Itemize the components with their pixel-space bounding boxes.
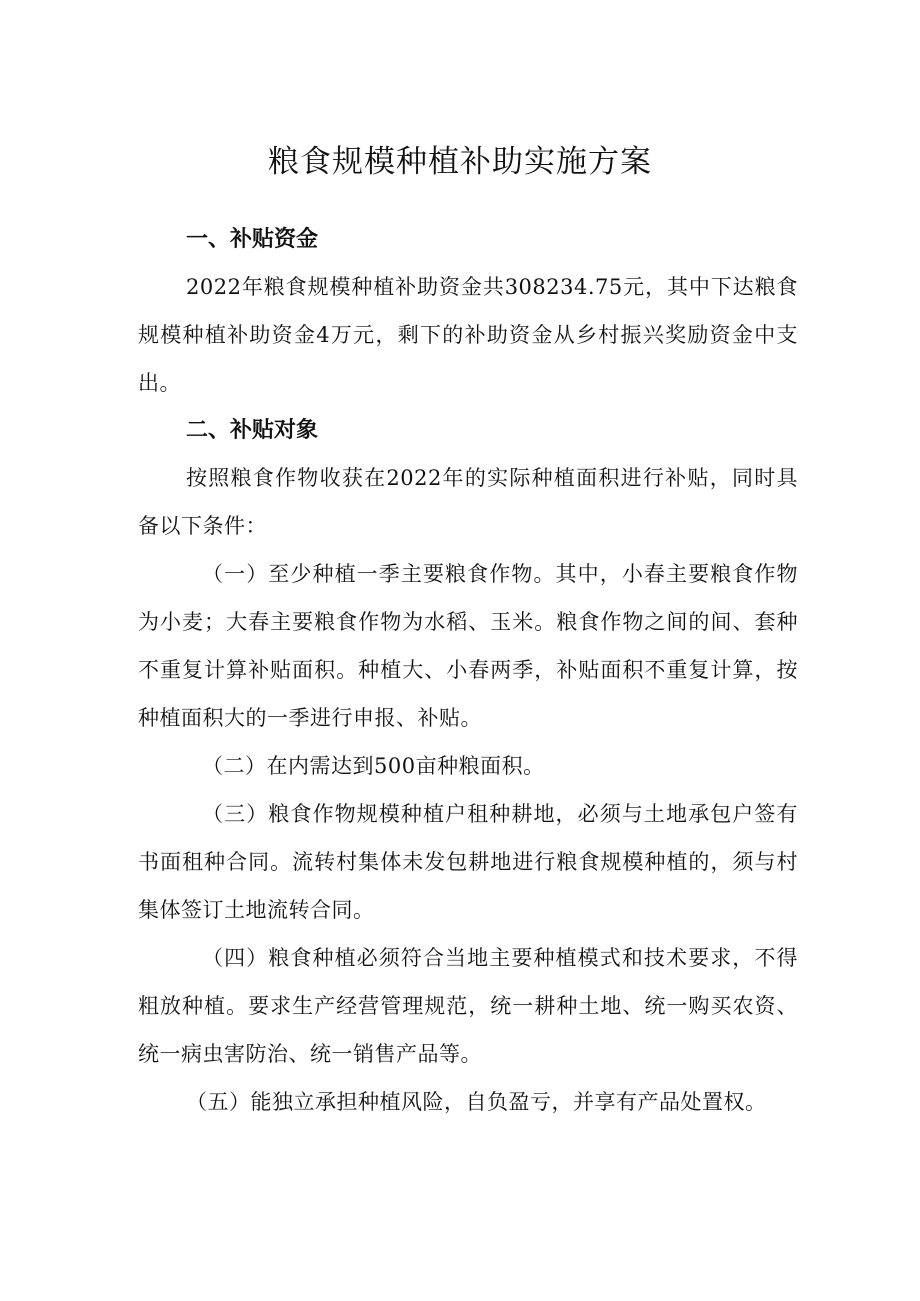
condition-item-4: （四）粮食种植必须符合当地主要种植模式和技术要求，不得粗放种植。要求生产经营管理规范，统一耕种土地、统一购买农资、统一病虫害防治、统一销售产品等。 xyxy=(138,946,798,1066)
section-heading-subsidy-targets: 二、补贴对象 xyxy=(186,418,319,443)
paragraph-subsidy-funds: 2022年粮食规模种植补助资金共308234.75元，其中下达粮食规模种植补助资金4万元，剩下的补助资金从乡村振兴奖励资金中支出。 xyxy=(138,275,798,395)
condition-item-2: （二）在内需达到500亩种粮面积。 xyxy=(202,754,545,778)
document-title: 粮食规模种植补助实施方案 xyxy=(268,144,652,180)
condition-item-5: （五）能独立承担种植风险，自负盈亏，并享有产品处置权。 xyxy=(186,1090,767,1114)
paragraph-subsidy-targets-intro: 按照粮食作物收获在2022年的实际种植面积进行补贴，同时具备以下条件： xyxy=(138,466,798,538)
document-body xyxy=(138,216,798,1126)
section-heading-subsidy-funds: 一、补贴资金 xyxy=(186,227,319,252)
condition-item-3: （三）粮食作物规模种植户租种耕地，必须与土地承包户签有书面租种合同。流转村集体未发包耕地进行粮食规模种植的，须与村集体签订土地流转合同。 xyxy=(138,802,798,922)
condition-item-1: （一）至少种植一季主要粮食作物。其中，小春主要粮食作物为小麦；大春主要粮食作物为水稻、玉米。粮食作物之间的间、套种不重复计算补贴面积。种植大、小春两季，补贴面积不重复计算，按种植面积大的一季进行申报、补贴。 xyxy=(138,562,798,730)
